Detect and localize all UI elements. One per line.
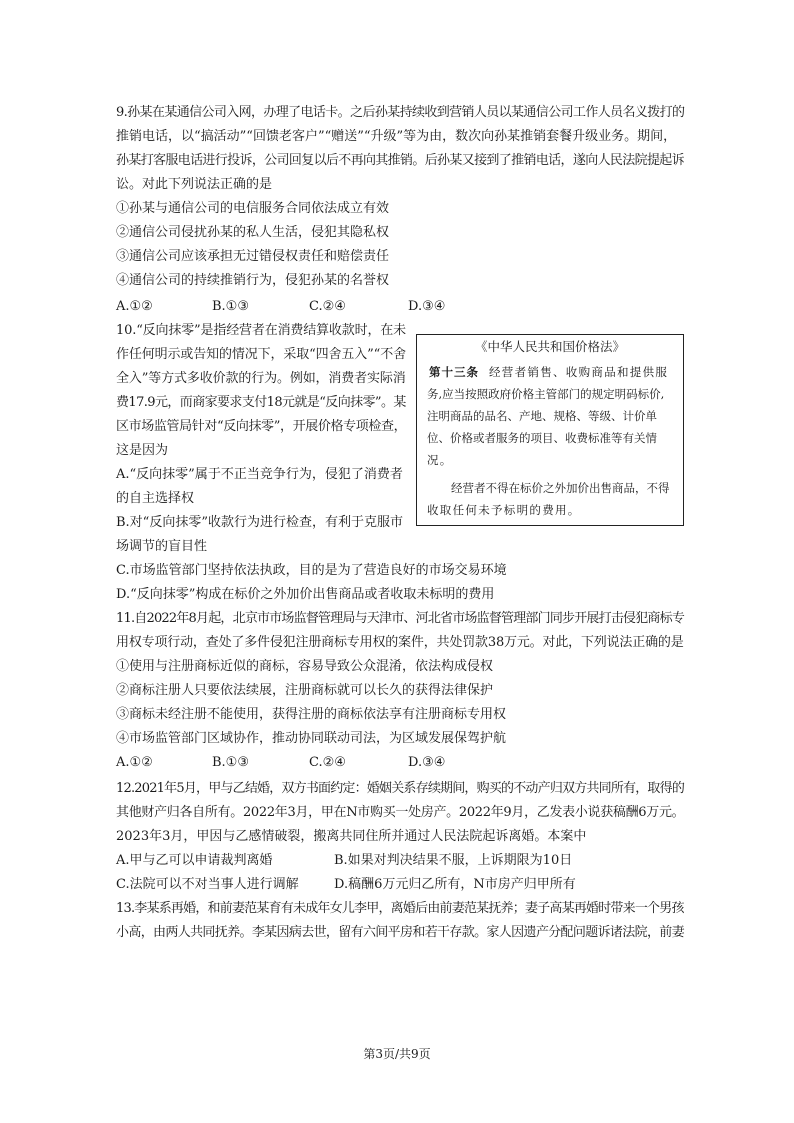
q12-option-a: A.甲与乙可以申请裁判离婚 — [116, 853, 273, 868]
q13-line: 13.李某系再婚，和前妻范某育有未成年女儿李甲，离婚后由前妻范某抚养；妻子高某再婚时带来一个男孩 — [116, 901, 684, 916]
box-line: 注明商品的品名、产地、规格、等级、计价单 — [427, 409, 657, 423]
q9-statement-4: ④通信公司的持续推销行为，侵犯孙某的名誉权 — [116, 273, 390, 288]
q10-option-a-cont: 的自主选择权 — [116, 491, 195, 506]
box-line: 位、价格或者服务的项目、收费标准等有关情 — [427, 431, 657, 445]
q11-statement-3: ③商标未经注册不能使用，获得注册的商标依法享有注册商标专用权 — [116, 707, 507, 722]
q11-line: 用权专项行动，查处了多件侵犯注册商标专用权的案件，共处罚款38万元。对此，下列说法正确的是 — [116, 635, 684, 650]
box-line: 务,应当按照政府价格主管部门的规定明码标价, — [427, 387, 665, 401]
q9-line: 孙某打客服电话进行投诉，公司回复以后不再向其推销。后孙某又接到了推销电话，遂向人民法院提起诉 — [116, 153, 685, 168]
q10-option-b-cont: 场调节的盲目性 — [116, 539, 208, 554]
q9-statement-3: ③通信公司应该承担无过错侵权责任和赔偿责任 — [116, 249, 390, 264]
box-line: 经营者不得在标价之外加价出售商品，不得 — [451, 481, 670, 495]
q10-option-d: D.“反向抹零”构成在标价之外加价出售商品或者收取未标明的费用 — [116, 587, 495, 602]
q12-line: 12.2021年5月，甲与乙结婚，双方书面约定：婚姻关系存续期间，购买的不动产归双方共同所有，取得的 — [116, 781, 685, 796]
q12-option-d: D.稿酬6万元归乙所有，N市房产归甲所有 — [334, 877, 576, 892]
q11-option-a: A.①② — [116, 755, 153, 770]
box-line: 况。 — [427, 453, 453, 467]
q11-option-d: D.③④ — [408, 755, 446, 770]
q9-option-c: C.②④ — [309, 299, 346, 314]
q12-line: 其他财产归各自所有。2022年3月，甲在N市购买一处房产。2022年9月，乙发表小说获稿酬6万元。 — [116, 805, 685, 820]
box-line: 收取任何未予标明的费用。 — [427, 503, 581, 517]
q10-line: 区市场监管局针对“反向抹零”，开展价格专项检查， — [116, 419, 407, 434]
q11-option-b: B.①③ — [212, 755, 249, 770]
q9-statement-1: ①孙某与通信公司的电信服务合同依法成立有效 — [116, 201, 390, 216]
q9-option-b: B.①③ — [212, 299, 249, 314]
q12-option-b: B.如果对判决结果不服，上诉期限为10日 — [334, 853, 573, 868]
q9-line: 讼。对此下列说法正确的是 — [116, 177, 273, 192]
box-title: 《中华人民共和国价格法》 — [474, 339, 625, 354]
q11-option-c: C.②④ — [309, 755, 346, 770]
price-law-excerpt-box — [416, 334, 684, 526]
q13-line: 小高，由两人共同抚养。李某因病去世，留有六间平房和若干存款。家人因遗产分配问题诉诸法院，前妻 — [116, 925, 685, 940]
q11-statement-1: ①使用与注册商标近似的商标，容易导致公众混淆，依法构成侵权 — [116, 659, 494, 674]
q9-line: 9.孙某在某通信公司入网，办理了电话卡。之后孙某持续收到营销人员以某通信公司工作人员名义拨打的 — [116, 105, 685, 120]
page-number: 第3页/共9页 — [363, 1047, 431, 1061]
q9-option-a: A.①② — [116, 299, 153, 314]
article-number: 第十三条 — [429, 365, 479, 379]
q10-option-c: C.市场监管部门坚持依法执政，目的是为了营造良好的市场交易环境 — [116, 563, 507, 578]
q11-statement-2: ②商标注册人只要依法续展，注册商标就可以长久的获得法律保护 — [116, 683, 494, 698]
q10-line: 费17.9元，而商家要求支付18元就是“反向抹零”。某 — [116, 395, 406, 410]
q10-option-a: A.“反向抹零”属于不正当竞争行为，侵犯了消费者 — [116, 467, 403, 482]
q12-line: 2023年3月，甲因与乙感情破裂，搬离共同住所并通过人民法院起诉离婚。本案中 — [116, 829, 587, 844]
q10-line: 作任何明示或告知的情况下，采取“四舍五入”“不舍 — [116, 347, 406, 362]
q10-line: 全入”等方式多收价款的行为。例如，消费者实际消 — [116, 371, 406, 386]
q10-line: 这是因为 — [116, 443, 169, 458]
q10-line: 10.“反向抹零”是指经营者在消费结算收款时，在未 — [116, 323, 406, 338]
box-line — [429, 361, 668, 383]
q9-statement-2: ②通信公司侵扰孙某的私人生活，侵犯其隐私权 — [116, 225, 390, 240]
box-text: 经营者销售、收购商品和提供服 — [489, 365, 669, 379]
q12-option-c: C.法院可以不对当事人进行调解 — [116, 877, 299, 892]
q9-line: 推销电话，以“搞活动”“回馈老客户”“赠送”“升级”等为由，数次向孙某推销套餐升级业务。期间， — [116, 129, 677, 144]
q11-statement-4: ④市场监管部门区域协作，推动协同联动司法，为区域发展保驾护航 — [116, 731, 507, 746]
q10-option-b: B.对“反向抹零”收款行为进行检查，有利于克服市 — [116, 515, 403, 530]
q11-line: 11.自2022年8月起，北京市市场监督管理局与天津市、河北省市场监督管理部门同步开展打击侵犯商标专 — [116, 611, 685, 626]
q9-option-d: D.③④ — [408, 299, 446, 314]
